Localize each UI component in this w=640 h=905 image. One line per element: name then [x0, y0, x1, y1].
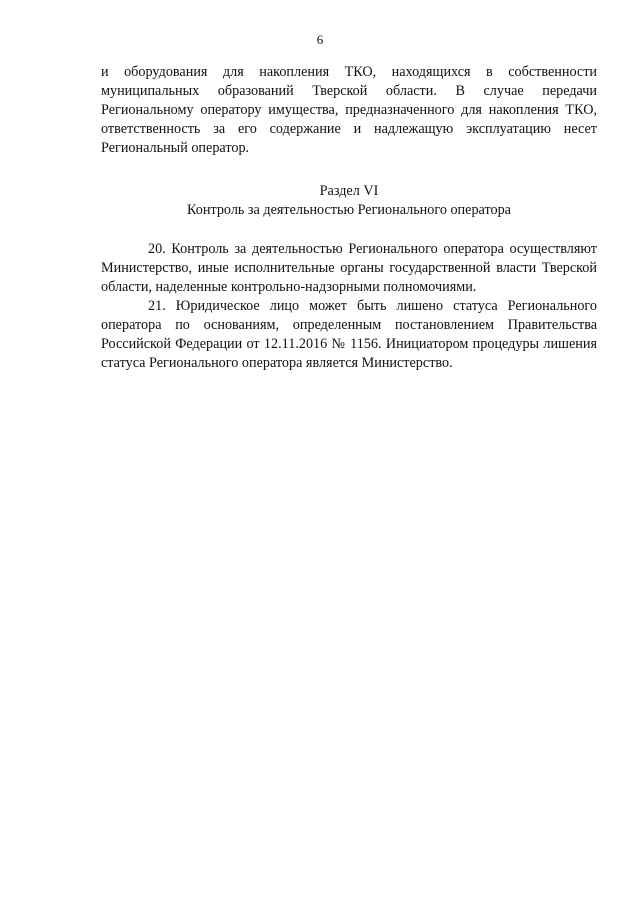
document-body	[101, 63, 597, 373]
page-number: 6	[316, 32, 324, 47]
section-title: Контроль за деятельностью Регионального оператора	[187, 202, 511, 218]
clause-20: 20. Контроль за деятельностью Регионального оператора осуществляют Министерство, иные исполнительные органы государственной власти Тверской области, наделенные контрольно-надзорными полномочиями.	[101, 241, 597, 295]
section-heading	[101, 182, 597, 220]
section-number: Раздел VI	[319, 183, 379, 199]
clause-21: 21. Юридическое лицо может быть лишено статуса Регионального оператора по основаниям, определенным постановлением Правительства Российской Федерации от 12.11.2016 № 1156. Инициатором процедуры лишения статуса Регионального оператора является Министерство.	[101, 298, 597, 371]
intro-paragraph: и оборудования для накопления ТКО, находящихся в собственности муниципальных образований Тверской области. В случае передачи Региональному оператору имущества, предназначенного для накопления ТКО, ответственность за его содержание и надлежащую эксплуатацию несет Региональный оператор.	[101, 64, 597, 156]
